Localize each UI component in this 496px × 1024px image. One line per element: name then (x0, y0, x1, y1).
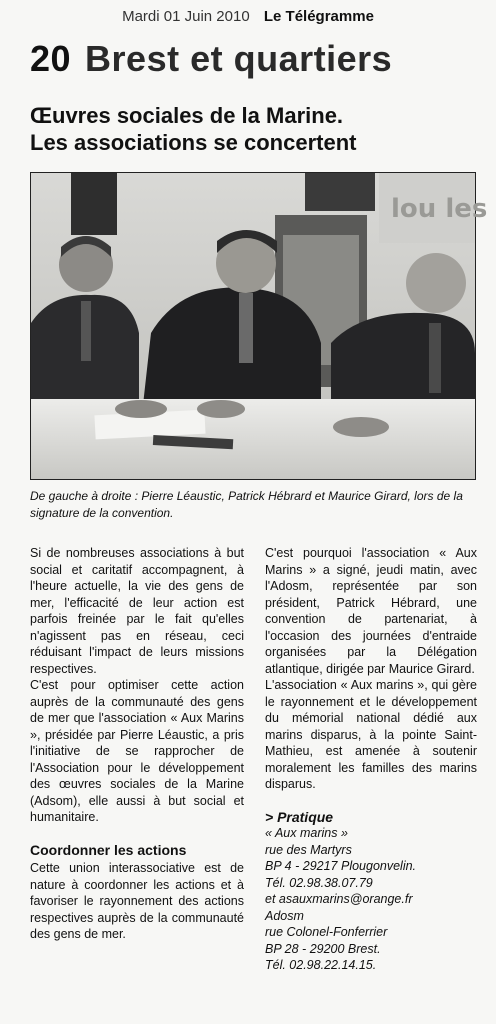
wall-picture-right (305, 173, 375, 211)
pratique-line: Adosm (265, 908, 304, 923)
pratique-line: rue des Martyrs (265, 842, 352, 857)
article-column-left (30, 545, 244, 943)
section-name: Brest et quartiers (85, 38, 393, 79)
pratique-line: Tél. 02.98.22.14.15. (265, 958, 377, 972)
paragraph-1: Si de nombreuses associations à but social et caritatif accompagnent, à l'heure actuelle, la vie des gens de mer, l'efficacité de leur action est parfois freinée par le fait qu'elles n'agissent pas en réseau, ceci réduisant l'impact de leurs missions respectives. (30, 546, 244, 676)
pratique-line: rue Colonel-Fonferrier (265, 925, 388, 939)
page-number: 20 (30, 38, 72, 79)
subheading: Coordonner les actions (30, 841, 187, 858)
newspaper-name: Le Télégramme (263, 8, 374, 25)
issue-date: Mardi 01 Juin 2010 (122, 8, 250, 25)
signing-photo-illustration (31, 173, 488, 479)
pratique-line: « Aux marins » (265, 826, 348, 840)
pratique-heading: > Pratique (265, 808, 334, 825)
article-photo (30, 172, 488, 480)
wall-picture-left (71, 173, 117, 235)
pratique-line: BP 4 - 29217 Plougonvelin. (265, 859, 417, 873)
headline-line-2: Les associations se concertent (30, 130, 357, 155)
paragraph-5: L'association « Aux marins », qui gère le rayonnement et le développement du mémorial national dédié aux marins disparus, à la pointe Saint-Mathieu, est amenée à soutenir moralement les familles des marins disparus. (265, 678, 477, 791)
pratique-email: et asauxmarins@orange.fr (265, 892, 413, 906)
paragraph-4: C'est pourquoi l'association « Aux Marins » a signé, jeudi matin, avec l'Adosm, représentée par son président, Patrick Hébrard, une convention de partenariat, à l'occasion des journées d'entraide organisées par la Délégation atlantique, dirigée par Maurice Girard. (265, 546, 477, 676)
masthead (0, 8, 496, 25)
photo-caption: De gauche à droite : Pierre Léaustic, Patrick Hébrard et Maurice Girard, lors de la signature de la convention. (30, 489, 463, 520)
pratique-line: Tél. 02.98.38.07.79 (265, 875, 373, 890)
article-column-right (265, 545, 477, 974)
article-headline (30, 102, 480, 156)
banner-text: lou les (391, 194, 488, 224)
section-header (30, 38, 392, 80)
paragraph-2: C'est pour optimiser cette action auprès de la communauté des gens de mer que l'association « Aux Marins », présidée par Pierre Léaustic, a pris l'initiative de se rapprocher de l'Association pour le développement des œuvres sociales de la Marine (Adsom), elle aussi à but social et humanitaire. (30, 678, 244, 824)
paragraph-3: Cette union interassociative est de nature à coordonner les actions et à favoriser le rayonnement des actions respectives auprès de la communauté des gens de mer. (30, 861, 244, 941)
headline-line-1: Œuvres sociales de la Marine. (30, 103, 344, 128)
pratique-line: BP 28 - 29200 Brest. (265, 941, 381, 956)
